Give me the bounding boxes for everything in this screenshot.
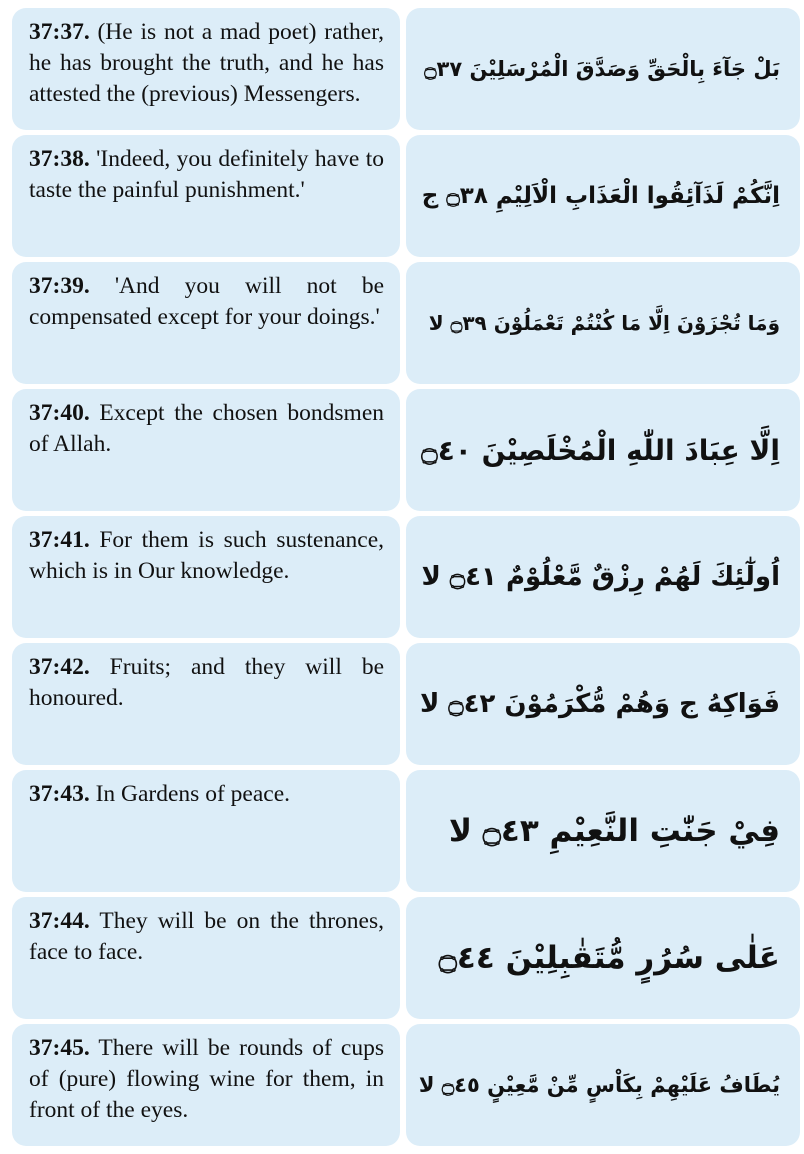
translation-body: In Gardens of peace. — [95, 781, 291, 807]
verse-row — [12, 770, 802, 892]
translation-cell — [12, 8, 400, 130]
translation-text — [29, 1033, 384, 1126]
translation-body: 'Indeed, you definitely have to taste the painful punishment.' — [29, 146, 384, 203]
translation-cell — [12, 643, 400, 765]
arabic-verse: اِنَّكُمْ لَذَآئِقُوا الْعَذَابِ الْاَلِيْمِ ۝٣٨ ج — [421, 183, 780, 209]
translation-text — [29, 271, 384, 333]
arabic-verse: فَوَاكِهُ ج وَهُمْ مُّكْرَمُوْنَ ۝٤٢ لا — [419, 689, 780, 719]
translation-text — [29, 779, 384, 810]
translation-cell — [12, 516, 400, 638]
arabic-cell — [406, 262, 800, 384]
arabic-cell — [406, 643, 800, 765]
translation-body: Fruits; and they will be honoured. — [29, 654, 385, 711]
verse-reference: 37:45. — [29, 1035, 90, 1061]
verse-reference: 37:44. — [29, 908, 90, 934]
translation-cell — [12, 897, 400, 1019]
translation-text — [29, 652, 384, 714]
verse-reference: 37:41. — [29, 527, 90, 553]
arabic-verse: اِلَّا عِبَادَ اللّٰهِ الْمُخْلَصِيْنَ ۝٤٠ — [421, 433, 780, 467]
translation-text — [29, 906, 384, 968]
arabic-cell — [406, 8, 800, 130]
arabic-verse: يُطَافُ عَلَيْهِمْ بِكَاْسٍ مِّنْ مَّعِيْنٍ ۝٤٥ لا — [418, 1073, 780, 1097]
translation-body: They will be on the thrones, face to face. — [29, 908, 384, 965]
verse-reference: 37:37. — [29, 19, 90, 45]
verse-row — [12, 389, 802, 511]
arabic-cell — [406, 516, 800, 638]
translation-cell — [12, 262, 400, 384]
arabic-cell — [406, 135, 800, 257]
translation-text — [29, 144, 384, 206]
verse-row — [12, 135, 802, 257]
arabic-cell — [406, 897, 800, 1019]
verse-reference: 37:43. — [29, 781, 90, 807]
translation-body: There will be rounds of cups of (pure) flowing wine for them, in front of the eyes. — [29, 1035, 384, 1123]
arabic-verse: وَمَا تُجْزَوْنَ اِلَّا مَا كُنْتُمْ تَعْمَلُوْنَ ۝٣٩ لا — [428, 311, 780, 335]
arabic-verse: اُولٰٓئِكَ لَهُمْ رِزْقٌ مَّعْلُوْمٌ ۝٤١ لا — [421, 562, 780, 592]
arabic-cell — [406, 389, 800, 511]
verse-reference: 37:42. — [29, 654, 90, 680]
verse-reference: 37:39. — [29, 273, 90, 299]
verse-reference: 37:38. — [29, 146, 90, 172]
translation-body: (He is not a mad poet) rather, he has brought the truth, and he has attested the (previous) Messengers. — [29, 19, 384, 107]
verse-row — [12, 516, 802, 638]
translation-cell — [12, 770, 400, 892]
translation-body: 'And you will not be compensated except for your doings.' — [29, 273, 385, 330]
arabic-verse: فِيْ جَنّٰتِ النَّعِيْمِ ۝٤٣ لا — [448, 813, 780, 849]
arabic-cell — [406, 1024, 800, 1146]
verse-row — [12, 8, 802, 130]
verse-row — [12, 262, 802, 384]
translation-text — [29, 525, 384, 587]
translation-body: Except the chosen bondsmen of Allah. — [29, 400, 384, 457]
translation-text — [29, 17, 384, 110]
arabic-cell — [406, 770, 800, 892]
translation-body: For them is such sustenance, which is in Our knowledge. — [29, 527, 384, 584]
translation-text — [29, 398, 384, 460]
verse-row — [12, 1024, 802, 1146]
translation-cell — [12, 135, 400, 257]
verse-row — [12, 643, 802, 765]
arabic-verse: بَلْ جَآءَ بِالْحَقِّ وَصَدَّقَ الْمُرْسَلِيْنَ ۝٣٧ — [424, 57, 780, 81]
translation-cell — [12, 1024, 400, 1146]
translation-cell — [12, 389, 400, 511]
verse-reference: 37:40. — [29, 400, 90, 426]
arabic-verse: عَلٰى سُرُرٍ مُّتَقٰبِلِيْنَ ۝٤٤ — [438, 940, 780, 976]
verse-row — [12, 897, 802, 1019]
